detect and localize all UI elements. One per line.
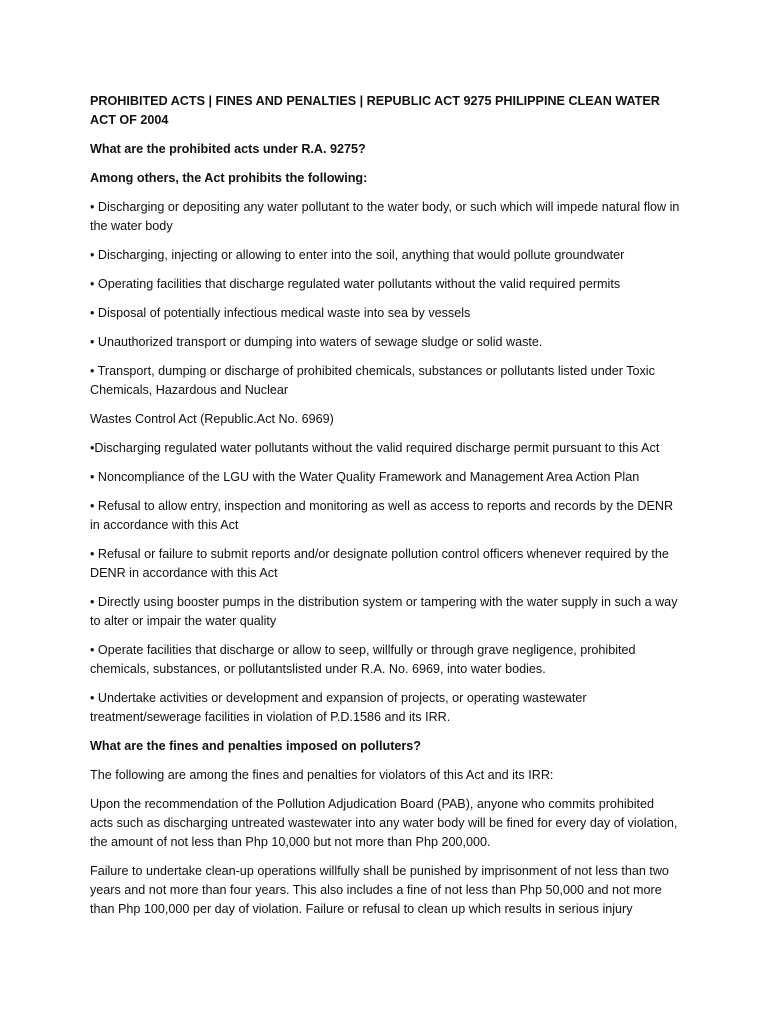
document-title: PROHIBITED ACTS | FINES AND PENALTIES | REPUBLIC ACT 9275 PHILIPPINE CLEAN WATER ACT OF 2004 — [90, 94, 660, 127]
fines-paragraph: Failure to undertake clean-up operations willfully shall be punished by imprisonment of not less than two years and not more than four years. This also includes a fine of not less than Php 50,000 and not more than Php 100,000 per day of violation. Failure or refusal to clean up which results in serious injury — [90, 864, 669, 916]
question-fines-penalties: What are the fines and penalties imposed on polluters? — [90, 739, 421, 753]
prohibited-act-item: • Transport, dumping or discharge of prohibited chemicals, substances or pollutants listed under Toxic Chemicals, Hazardous and Nuclear — [90, 364, 655, 397]
prohibited-act-item: • Refusal or failure to submit reports and/or designate pollution control officers whenever required by the DENR in accordance with this Act — [90, 547, 669, 580]
prohibited-act-item: •Discharging regulated water pollutants without the valid required discharge permit pursuant to this Act — [90, 441, 660, 455]
prohibited-act-item: • Undertake activities or development and expansion of projects, or operating wastewater treatment/sewerage facilities in violation of P.D.1586 and its IRR. — [90, 691, 587, 724]
prohibited-act-item: • Unauthorized transport or dumping into waters of sewage sludge or solid waste. — [90, 335, 543, 349]
wastes-control-line: Wastes Control Act (Republic.Act No. 6969) — [90, 412, 334, 426]
prohibited-act-item: • Disposal of potentially infectious medical waste into sea by vessels — [90, 306, 471, 320]
fines-intro: The following are among the fines and penalties for violators of this Act and its IRR: — [90, 768, 554, 782]
prohibited-act-item: • Operate facilities that discharge or allow to seep, willfully or through grave negligence, prohibited chemicals, substances, or pollutantslisted under R.A. No. 6969, into water bodies. — [90, 643, 636, 676]
prohibited-act-item: • Refusal to allow entry, inspection and monitoring as well as access to reports and records by the DENR in accordance with this Act — [90, 499, 674, 532]
intro-prohibits: Among others, the Act prohibits the following: — [90, 171, 368, 185]
document-body — [90, 92, 680, 929]
prohibited-act-item: • Directly using booster pumps in the distribution system or tampering with the water supply in such a way to alter or impair the water quality — [90, 595, 678, 628]
prohibited-act-item: • Discharging, injecting or allowing to enter into the soil, anything that would pollute groundwater — [90, 248, 625, 262]
question-prohibited-acts: What are the prohibited acts under R.A. 9275? — [90, 142, 366, 156]
prohibited-act-item: • Discharging or depositing any water pollutant to the water body, or such which will impede natural flow in the water body — [90, 200, 680, 233]
fines-paragraph: Upon the recommendation of the Pollution Adjudication Board (PAB), anyone who commits prohibited acts such as discharging untreated wastewater into any water body will be fined for every day of violation, the amount of not less than Php 10,000 but not more than Php 200,000. — [90, 797, 678, 849]
prohibited-act-item: • Noncompliance of the LGU with the Water Quality Framework and Management Area Action Plan — [90, 470, 640, 484]
prohibited-act-item: • Operating facilities that discharge regulated water pollutants without the valid required permits — [90, 277, 621, 291]
